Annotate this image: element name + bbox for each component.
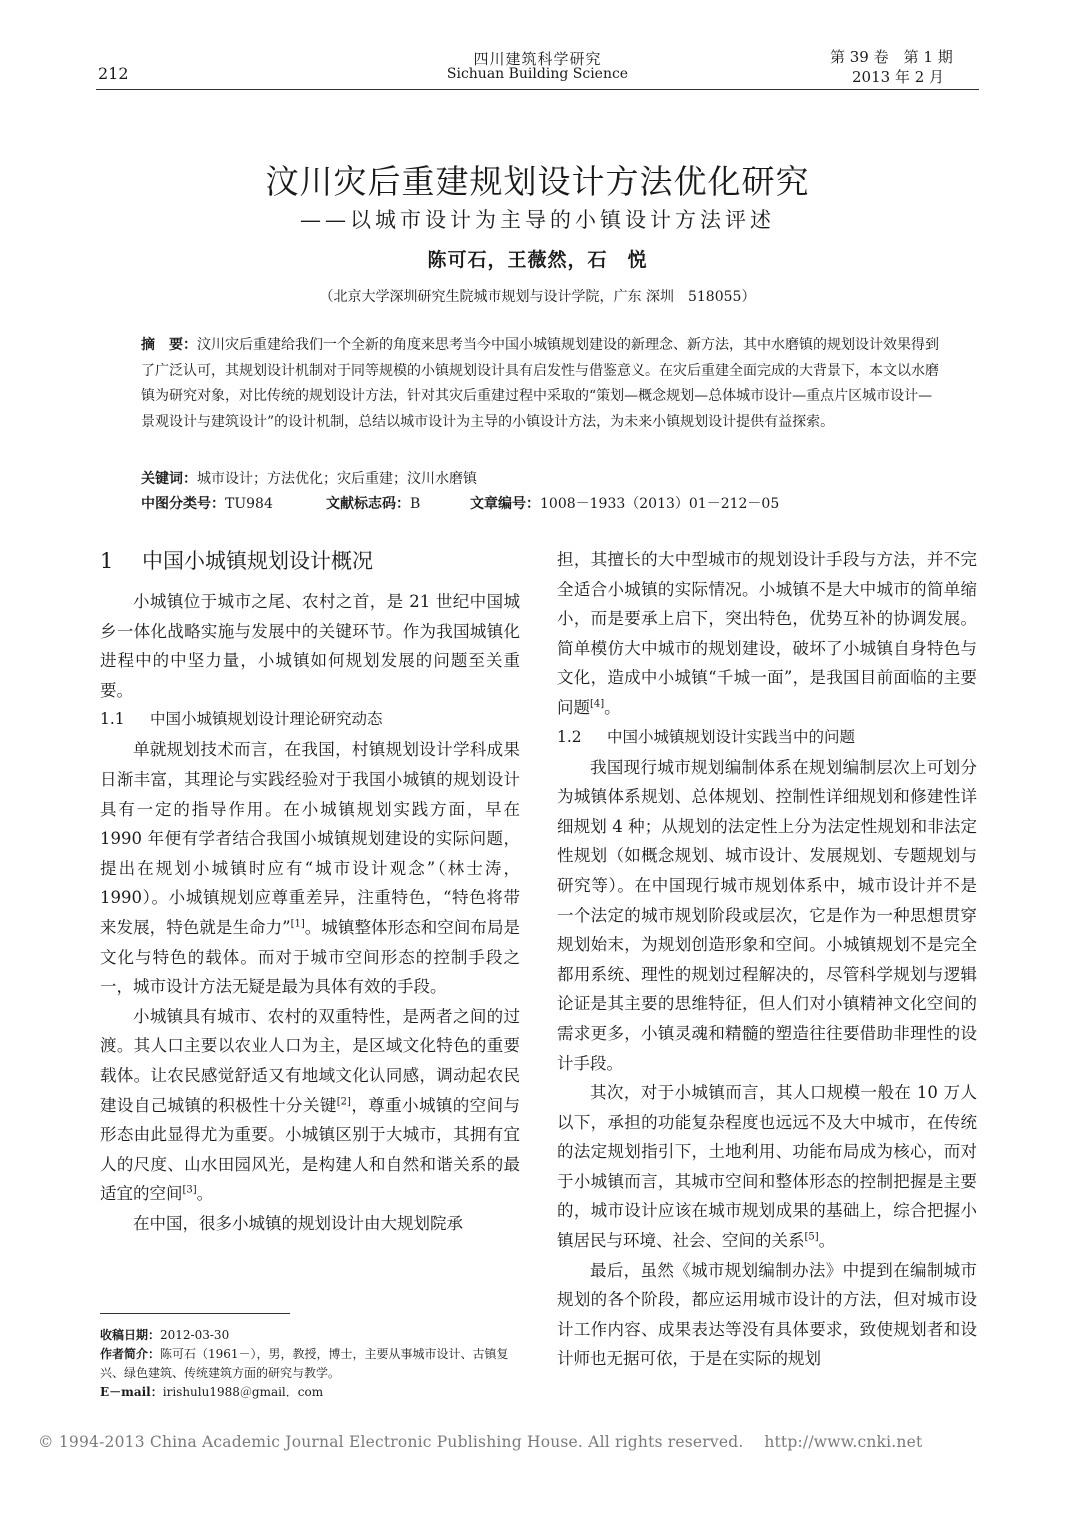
paragraph: 最后，虽然《城市规划编制办法》中提到在编制城市规划的各个阶段，都应运用城市设计的方法，但对城市设计工作内容、成果表达等没有具体要求，致使规划者和设计师也无据可依，于是在实际的规划	[557, 1260, 977, 1369]
article-no-label: 文章编号：	[470, 496, 540, 512]
received-value: 2012-03-30	[160, 1328, 230, 1342]
paragraph	[100, 1002, 520, 1209]
footnote-divider	[100, 1313, 290, 1314]
author-email	[100, 1383, 520, 1402]
paragraph	[100, 735, 520, 1001]
paragraph: 我国现行城市规划编制体系在规划编制层次上可划分为城镇体系规划、总体规划、控制性详细规划和修建性详细规划 4 种；从规划的法定性上分为法定性规划和非法定性规划（如概念规划、城市设计、发展规划、专题规划与研究等）。在中国现行城市规划体系中，城市设计并不是一个法定的城市规划阶段或层次，它是作为一种思想贯穿规划始末，为规划创造形象和空间。小城镇规划不是完全都用系统、理性的规划过程解决的，尽管科学规划与逻辑论证是其主要的思维特征，但人们对小镇精神文化空间的需求更多，小镇灵魂和精髓的塑造往往要借助非理性的设计手段。	[557, 757, 977, 1073]
header-divider	[96, 89, 979, 90]
subsection-title: 中国小城镇规划设计理论研究动态	[150, 710, 383, 729]
paragraph	[557, 1078, 977, 1256]
clc-label: 中图分类号：	[141, 496, 225, 512]
paragraph-text: 。	[604, 697, 621, 717]
paragraph-text: 。	[196, 1184, 214, 1204]
citation-1: [1]	[290, 918, 305, 930]
citation-3: [3]	[182, 1184, 197, 1196]
paragraph: 小城镇位于城市之尾、农村之首，是 21 世纪中国城乡一体化战略实施与发展中的关键环节。作为我国城镇化进程中的中坚力量，小城镇如何规划发展的问题至关重要。	[100, 592, 520, 700]
email-label: E－mail：	[100, 1385, 163, 1399]
paragraph: 在中国，很多小城镇的规划设计由大规划院承	[133, 1213, 463, 1233]
copyright-notice: © 1994-2013 China Academic Journal Electronic Publishing House. All rights reserved. http://www.cnki.net	[38, 1433, 923, 1451]
doc-code-value: B	[410, 496, 421, 512]
article-no-group	[470, 493, 779, 513]
author-bio	[100, 1345, 520, 1383]
keywords-label: 关键词：	[141, 471, 197, 487]
paragraph-text: 小城镇具有城市、农村的双重特性，是两者之间的过渡。其人口主要以农业人口为主，是区域文化特色的重要载体。让农民感觉舒适又有地域文化认同感，调动起农民建设自己城镇的积极性十分关键	[100, 1006, 520, 1115]
paragraph-continued	[557, 545, 977, 723]
citation-5: [5]	[804, 1231, 819, 1243]
received-date	[100, 1326, 520, 1345]
journal-name-en: Sichuan Building Science	[446, 66, 629, 82]
paragraph-text: 单就规划技术而言，在我国，村镇规划设计学科成果日渐丰富，其理论与实践经验对于我国小城镇的规划设计具有一定的指导作用。在小城镇规划实践方面，早在 1990 年便有学者结合我国小城镇规划建设的实际问题，提出在规划小城镇时应有“城市设计观念”（林士涛，1990）。小城镇规划应尊重差异，注重特色，“特色将带来发展，特色就是生命力”	[100, 740, 520, 937]
paragraph-text: 其次，对于小城镇而言，其人口规模一般在 10 万人以下，承担的功能复杂程度也远远不及大中城市，在传统的法定规划指引下，土地利用、功能布局成为核心，而对于小城镇而言，其城市空间和整体形态的控制把握是主要的，城市设计应该在城市规划成果的基础上，综合把握小镇居民与环境、社会、空间的关系	[557, 1083, 977, 1251]
author-bio-text: 陈可石（1961－），男，教授，博士，主要从事城市设计、古镇复兴、绿色建筑、传统建筑方面的研究与教学。	[100, 1347, 509, 1380]
paragraph-text: 担，其擅长的大中型城市的规划设计手段与方法，并不完全适合小城镇的实际情况。小城镇不是大中城市的简单缩小，而是要承上启下，突出特色，优势互补的协调发展。简单模仿大中城市的规划建设，破坏了小城镇自身特色与文化，造成中小城镇“千城一面”，是我国目前面临的主要问题	[557, 550, 977, 717]
citation-2: [2]	[336, 1096, 351, 1107]
keywords	[141, 468, 941, 488]
authors: 陈可石，王薇然，石 悦	[427, 249, 648, 271]
abstract-text: 汶川灾后重建给我们一个全新的角度来思考当今中国小城镇规划建设的新理念、新方法，其中水磨镇的规划设计效果得到了广泛认可，其规划设计机制对于同等规模的小镇规划设计具有启发性与借鉴意义。在灾后重建全面完成的大背景下，本文以水磨镇为研究对象，对比传统的规划设计方法，针对其灾后重建过程中采取的“策划—概念规划—总体城市设计—重点片区城市设计—景观设计与建筑设计”的设计机制，总结以城市设计为主导的小镇设计方法，为未来小镇规划设计提供有益探索。	[141, 337, 939, 430]
paragraph-text: 。城镇整体形态和空间布局是文化与特色的载体。而对于城市空间形态的控制手段之一，城市设计方法无疑是最为具体有效的手段。	[100, 917, 521, 997]
footnotes	[100, 1326, 520, 1402]
doc-code-label: 文献标志码：	[326, 496, 410, 512]
clc-value: TU984	[225, 496, 273, 512]
article-title: 汶川灾后重建规划设计方法优化研究	[265, 162, 810, 201]
citation-4: [4]	[590, 698, 605, 710]
subsection-number: 1.1	[100, 710, 125, 729]
article-subtitle: ——以城市设计为主导的小镇设计方法评述	[300, 208, 775, 232]
page-number: 212	[98, 64, 129, 83]
received-label: 收稿日期：	[100, 1328, 161, 1342]
doc-code-group	[326, 493, 470, 513]
body-column-left	[100, 545, 520, 1238]
subsection-number: 1.2	[557, 727, 582, 746]
article-no-value: 1008－1933（2013）01－212－05	[540, 496, 780, 512]
affiliation: （北京大学深圳研究生院城市规划与设计学院，广东 深圳 518055）	[319, 289, 756, 305]
section-heading-1	[100, 545, 520, 577]
subsection-title: 中国小城镇规划设计实践当中的问题	[607, 727, 856, 746]
author-bio-label: 作者简介：	[100, 1347, 161, 1361]
abstract-label: 摘 要：	[141, 337, 197, 353]
publication-date: 2013 年 2 月	[852, 68, 945, 86]
section-title: 中国小城镇规划设计概况	[142, 549, 373, 573]
body-column-right	[557, 545, 977, 1374]
volume-issue: 第 39 卷 第 1 期	[830, 48, 953, 66]
journal-name-cn: 四川建筑科学研究	[473, 50, 602, 68]
subsection-heading-1-2	[557, 723, 977, 753]
classification-line	[141, 493, 961, 513]
subsection-heading-1-1	[100, 705, 520, 735]
clc-group	[141, 493, 326, 513]
abstract	[141, 333, 941, 435]
email-value: irishulu1988＠gmail．com	[162, 1385, 324, 1399]
paragraph-text: ，尊重小城镇的空间与形态由此显得尤为重要。小城镇区别于大城市，其拥有宜人的尺度、山水田园风光，是构建人和自然和谐关系的最适宜的空间	[100, 1095, 521, 1204]
section-number: 1	[100, 549, 114, 573]
paragraph-text: 。	[818, 1231, 836, 1251]
keywords-text: 城市设计；方法优化；灾后重建；汶川水磨镇	[197, 471, 477, 487]
